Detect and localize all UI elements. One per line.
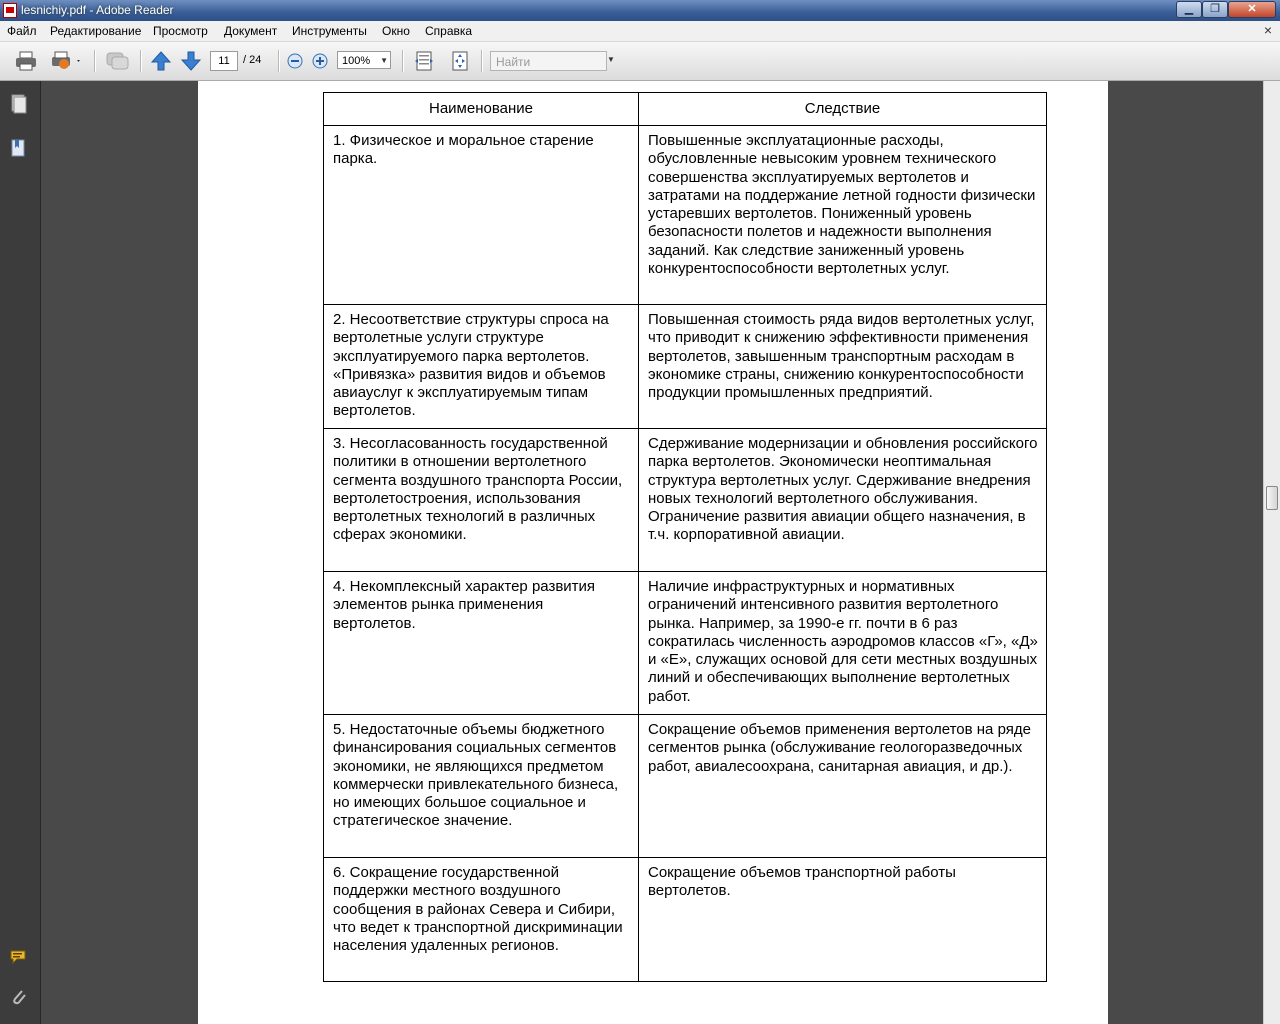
close-button[interactable]: ✕	[1228, 1, 1276, 18]
chevron-down-icon: ▼	[380, 56, 388, 65]
table-header-row	[324, 93, 1047, 126]
zoom-value: 100%	[342, 55, 371, 67]
page-up-icon[interactable]	[150, 51, 172, 71]
scrollbar-thumb[interactable]	[1266, 486, 1278, 510]
printer-settings-icon[interactable]	[50, 51, 84, 71]
app-pdf-icon	[3, 3, 17, 18]
table-cell: 5. Недостаточные объемы бюджетного финансирования социальных сегментов экономики, не являющихся предметом коммерчески привлекательного бизнеса, но имеющих большое социальное и стратегическое значение.	[324, 715, 639, 858]
table-row	[324, 572, 1047, 715]
zoom-in-icon[interactable]	[311, 51, 329, 71]
title-bar	[0, 0, 1280, 21]
find-input[interactable]: Найти	[490, 51, 607, 71]
document-view[interactable]	[41, 81, 1263, 1024]
column-header: Наименование	[324, 93, 639, 126]
comments-panel-icon[interactable]	[10, 947, 28, 969]
vertical-scrollbar[interactable]	[1263, 81, 1280, 1024]
find-options-chevron-icon[interactable]: ▼	[607, 55, 615, 64]
menu-bar	[0, 21, 1280, 42]
print-icon[interactable]	[14, 51, 38, 71]
pdf-page	[198, 81, 1108, 1024]
table-row	[324, 858, 1047, 982]
fit-page-icon[interactable]	[450, 51, 470, 71]
menu-view[interactable]: Просмотр	[153, 24, 208, 38]
table-cell: Повышенные эксплуатационные расходы, обусловленные невысоким уровнем технического совершенства эксплуатируемых вертолетов и затратами на поддержание летной годности физически устаревших вертолетов. Пониженный уровень безопасности полетов и надежности выполнения заданий. Как следствие заниженный уровень конкурентоспособности вертолетных услуг.	[639, 126, 1047, 305]
table-cell: Сдерживание модернизации и обновления российского парка вертолетов. Экономически неоптимальная структура вертолетных услуг. Сдерживание внедрения новых технологий вертолетного обслуживания. Ограничение развития авиации общего назначения, в т.ч. корпоративной авиации.	[639, 429, 1047, 572]
menu-edit[interactable]: Редактирование	[50, 24, 142, 38]
table-cell: Наличие инфраструктурных и нормативных ограничений интенсивного развития вертолетного рынка. Например, за 1990-е гг. почти в 6 раз сократилась численность аэродромов классов «Г», «Д» и «Е», служащих основой для сети местных воздушных линий и обеспечивающих выполнение вертолетных работ.	[639, 572, 1047, 715]
zoom-out-icon[interactable]	[286, 51, 304, 71]
page-down-icon[interactable]	[180, 51, 202, 71]
table-cell: Повышенная стоимость ряда видов вертолетных услуг, что приводит к снижению эффективности применения вертолетов, завышенным транспортным расходам в экономике страны, снижению конкурентоспособности продукции промышленных предприятий.	[639, 305, 1047, 429]
table-cell: 4. Некомплексный характер развития элементов рынка применения вертолетов.	[324, 572, 639, 715]
table-cell: 6. Сокращение государственной поддержки местного воздушного сообщения в районах Севера и Сибири, что ведет к транспортной дискриминации населения удаленных регионов.	[324, 858, 639, 982]
table-row	[324, 126, 1047, 305]
table-row	[324, 429, 1047, 572]
pages-panel-icon[interactable]	[10, 93, 28, 115]
table-cell: 1. Физическое и моральное старение парка.	[324, 126, 639, 305]
menu-document[interactable]: Документ	[224, 24, 278, 38]
page-number-input[interactable]: 11	[210, 51, 238, 71]
zoom-select[interactable]	[337, 51, 391, 69]
window-title: lesnichiy.pdf - Adobe Reader	[21, 3, 174, 17]
menu-window[interactable]: Окно	[382, 24, 410, 38]
fit-width-icon[interactable]	[414, 51, 434, 71]
table-cell: 2. Несоответствие структуры спроса на вертолетные услуги структуре эксплуатируемого парка вертолетов. «Привязка» развития видов и объемов авиауслуг к эксплуатируемым типам вертолетов.	[324, 305, 639, 429]
comment-disabled-icon[interactable]	[104, 51, 130, 71]
maximize-button[interactable]: ❐	[1202, 1, 1228, 18]
page-total-label: / 24	[243, 54, 262, 66]
bookmarks-panel-icon[interactable]	[10, 137, 28, 159]
attachments-panel-icon[interactable]	[10, 987, 28, 1009]
table-cell: 3. Несогласованность государственной политики в отношении вертолетного сегмента воздушного транспорта России, вертолетостроения, использования вертолетных технологий в различных сферах экономики.	[324, 429, 639, 572]
consequences-table	[323, 92, 1047, 982]
table-cell: Сокращение объемов применения вертолетов на ряде сегментов рынка (обслуживание геологоразведочных работ, авиалесоохрана, санитарная авиация, и др.).	[639, 715, 1047, 858]
navigation-panel	[0, 81, 41, 1024]
column-header: Следствие	[639, 93, 1047, 126]
table-row	[324, 305, 1047, 429]
menu-tools[interactable]: Инструменты	[292, 24, 367, 38]
close-document-icon[interactable]: ×	[1263, 22, 1272, 38]
menu-file[interactable]: Файл	[7, 24, 37, 38]
menu-help[interactable]: Справка	[425, 24, 473, 38]
minimize-button[interactable]: ▁	[1176, 1, 1202, 18]
table-cell: Сокращение объемов транспортной работы вертолетов.	[639, 858, 1047, 982]
toolbar	[0, 42, 1280, 81]
table-row	[324, 715, 1047, 858]
